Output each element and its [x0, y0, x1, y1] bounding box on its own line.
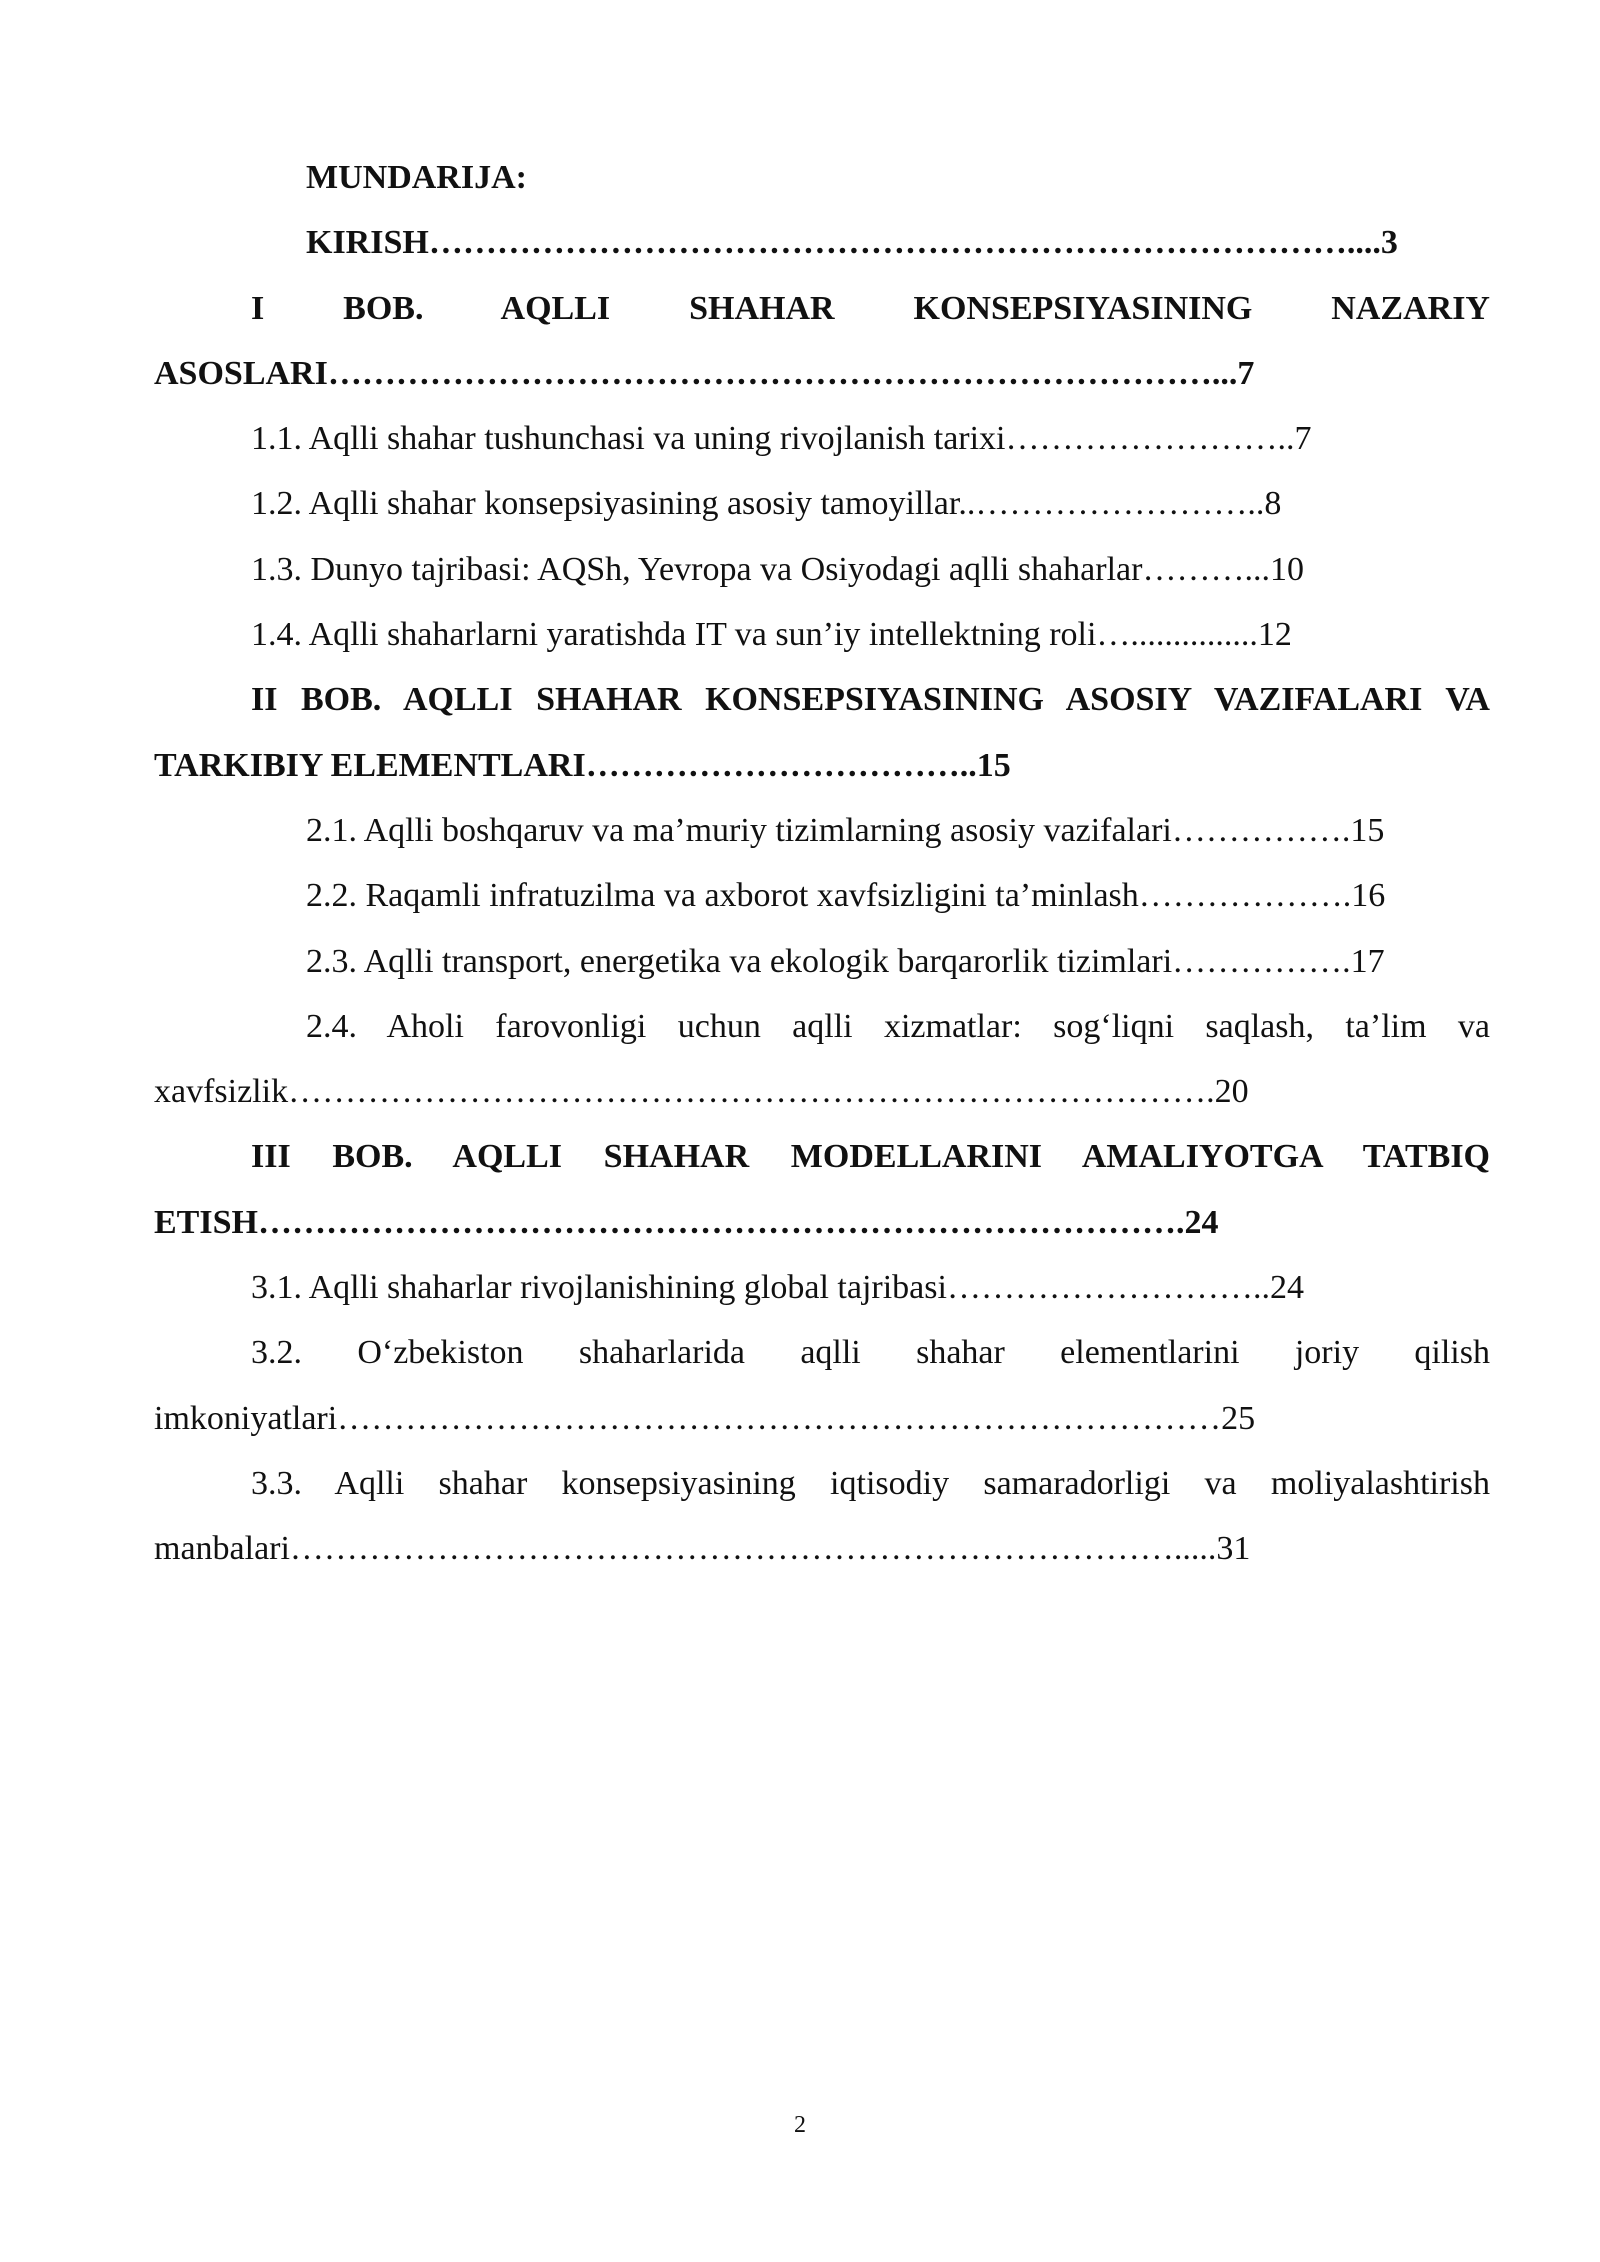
toc-entry-1-4: 1.4. Aqlli shaharlarni yaratishda IT va sun’iy intellektning roli…...............12: [251, 616, 1292, 654]
toc-entry-1-1: 1.1. Aqlli shahar tushunchasi va uning rivojlanish tarixi……………………..7: [251, 420, 1312, 458]
toc-entry-2-3: 2.3. Aqlli transport, energetika va ekologik barqarorlik tizimlari…………….17: [306, 942, 1385, 980]
toc-entry-3-1: 3.1. Aqlli shaharlar rivojlanishining global tajribasi………………………..24: [251, 1269, 1304, 1307]
table-of-contents: [154, 145, 1490, 1582]
toc-entry-chapter-3: III BOB. AQLLI SHAHAR MODELLARINI AMALIYOTGA TATBIQ ETISH……………………………………………………………………….24: [154, 1138, 1490, 1241]
toc-entry-2-2: 2.2. Raqamli infratuzilma va axborot xavfsizligini ta’minlash……………….16: [306, 877, 1386, 915]
toc-heading: MUNDARIJA:: [306, 159, 527, 196]
toc-entry-2-1: 2.1. Aqlli boshqaruv va ma’muriy tizimlarning asosiy vazifalari…………….15: [306, 811, 1385, 849]
toc-entry-intro: KIRISH………………………………………………………………………....3: [306, 224, 1398, 262]
toc-entry-1-2: 1.2. Aqlli shahar konsepsiyasining asosiy tamoyillar..……………………..8: [251, 485, 1282, 523]
page-number: 2: [794, 2112, 806, 2138]
toc-entry-1-3: 1.3. Dunyo tajribasi: AQSh, Yevropa va Osiyodagi aqlli shaharlar………...10: [251, 550, 1304, 588]
toc-entry-3-3: 3.3. Aqlli shahar konsepsiyasining iqtisodiy samaradorligi va moliyalashtirish manbalari…………………………………………………………………….....31: [154, 1464, 1490, 1568]
toc-entry-chapter-2: II BOB. AQLLI SHAHAR KONSEPSIYASINING ASOSIY VAZIFALARI VA TARKIBIY ELEMENTLARI……………………………..15: [154, 681, 1490, 784]
toc-entry-chapter-1: I BOB. AQLLI SHAHAR KONSEPSIYASINING NAZARIY ASOSLARI……………………………………………………………………...7: [154, 289, 1490, 392]
toc-entry-3-2: 3.2. O‘zbekiston shaharlarida aqlli shahar elementlarini joriy qilish imkoniyatlari……………………………………………………………………25: [154, 1334, 1490, 1437]
toc-entry-2-4: 2.4. Aholi farovonligi uchun aqlli xizmatlar: sog‘liqni saqlash, ta’lim va xavfsizlik……………………………………………………………………….20: [154, 1007, 1490, 1111]
